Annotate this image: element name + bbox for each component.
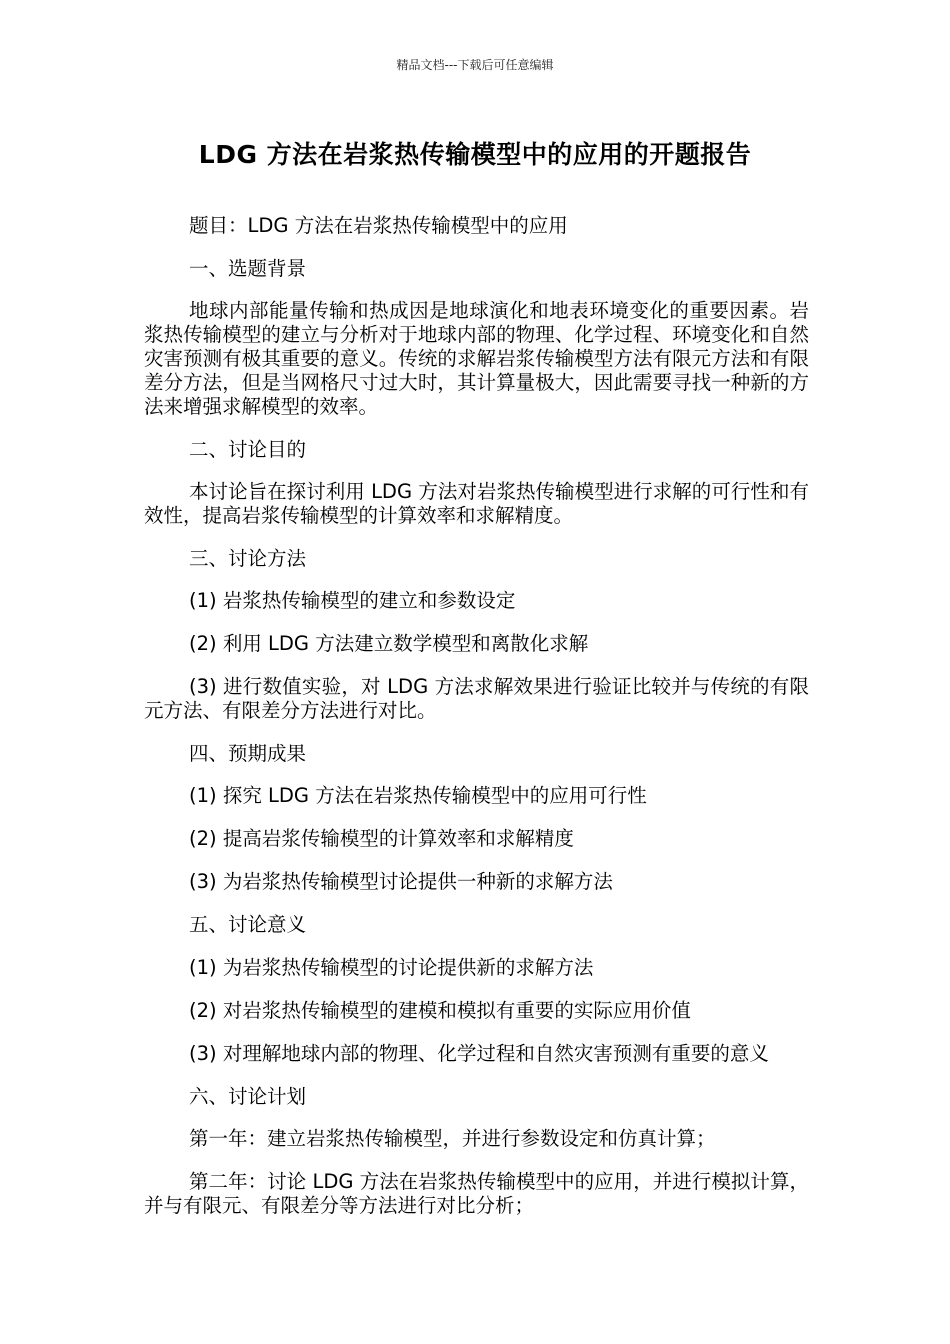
section-heading-background: 一、选题背景 [189, 256, 307, 280]
page-header: 精品文档---下载后可任意编辑 [396, 58, 554, 72]
section-heading-plan: 六、讨论计划 [189, 1084, 307, 1108]
section-heading-purpose: 二、讨论目的 [189, 437, 307, 461]
expected-result-item: (2) 提高岩浆传输模型的计算效率和求解精度 [189, 827, 574, 850]
section-heading-method: 三、讨论方法 [189, 546, 307, 570]
significance-item: (2) 对岩浆热传输模型的建模和模拟有重要的实际应用价值 [189, 998, 691, 1022]
section-heading-significance: 五、讨论意义 [189, 913, 307, 936]
method-item: (3) 进行数值实验，对 LDG 方法求解效果进行验证比较并与传统的有限元方法、有限差分方法进行对比。 [144, 675, 809, 722]
topic-line: 题目：LDG 方法在岩浆热传输模型中的应用 [189, 214, 568, 237]
plan-item-year-one: 第一年：建立岩浆热传输模型，并进行参数设定和仿真计算； [189, 1127, 716, 1150]
document-body [144, 214, 809, 1236]
expected-result-item: (3) 为岩浆热传输模型讨论提供一种新的求解方法 [189, 870, 613, 893]
section-heading-expected-results: 四、预期成果 [189, 741, 307, 765]
document-title: LDG 方法在岩浆热传输模型中的应用的开题报告 [198, 140, 752, 169]
significance-item: (1) 为岩浆热传输模型的讨论提供新的求解方法 [189, 955, 594, 979]
significance-item: (3) 对理解地球内部的物理、化学过程和自然灾害预测有重要的意义 [189, 1041, 769, 1065]
expected-result-item: (1) 探究 LDG 方法在岩浆热传输模型中的应用可行性 [189, 784, 647, 807]
background-paragraph: 地球内部能量传输和热成因是地球演化和地表环境变化的重要因素。岩浆热传输模型的建立与分析对于地球内部的物理、化学过程、环境变化和自然灾害预测有极其重要的意义。传统的求解岩浆传输模型方法有限元方法和有限差分方法，但是当网格尺寸过大时，其计算量极大，因此需要寻找一种新的方法来增强求解模型的效率。 [144, 299, 809, 418]
method-item: (2) 利用 LDG 方法建立数学模型和离散化求解 [189, 632, 589, 655]
purpose-paragraph: 本讨论旨在探讨利用 LDG 方法对岩浆热传输模型进行求解的可行性和有效性，提高岩浆传输模型的计算效率和求解精度。 [144, 480, 809, 527]
method-item: (1) 岩浆热传输模型的建立和参数设定 [189, 589, 516, 612]
plan-item-year-two: 第二年：讨论 LDG 方法在岩浆热传输模型中的应用，并进行模拟计算，并与有限元、有限差分等方法进行对比分析； [144, 1169, 809, 1217]
